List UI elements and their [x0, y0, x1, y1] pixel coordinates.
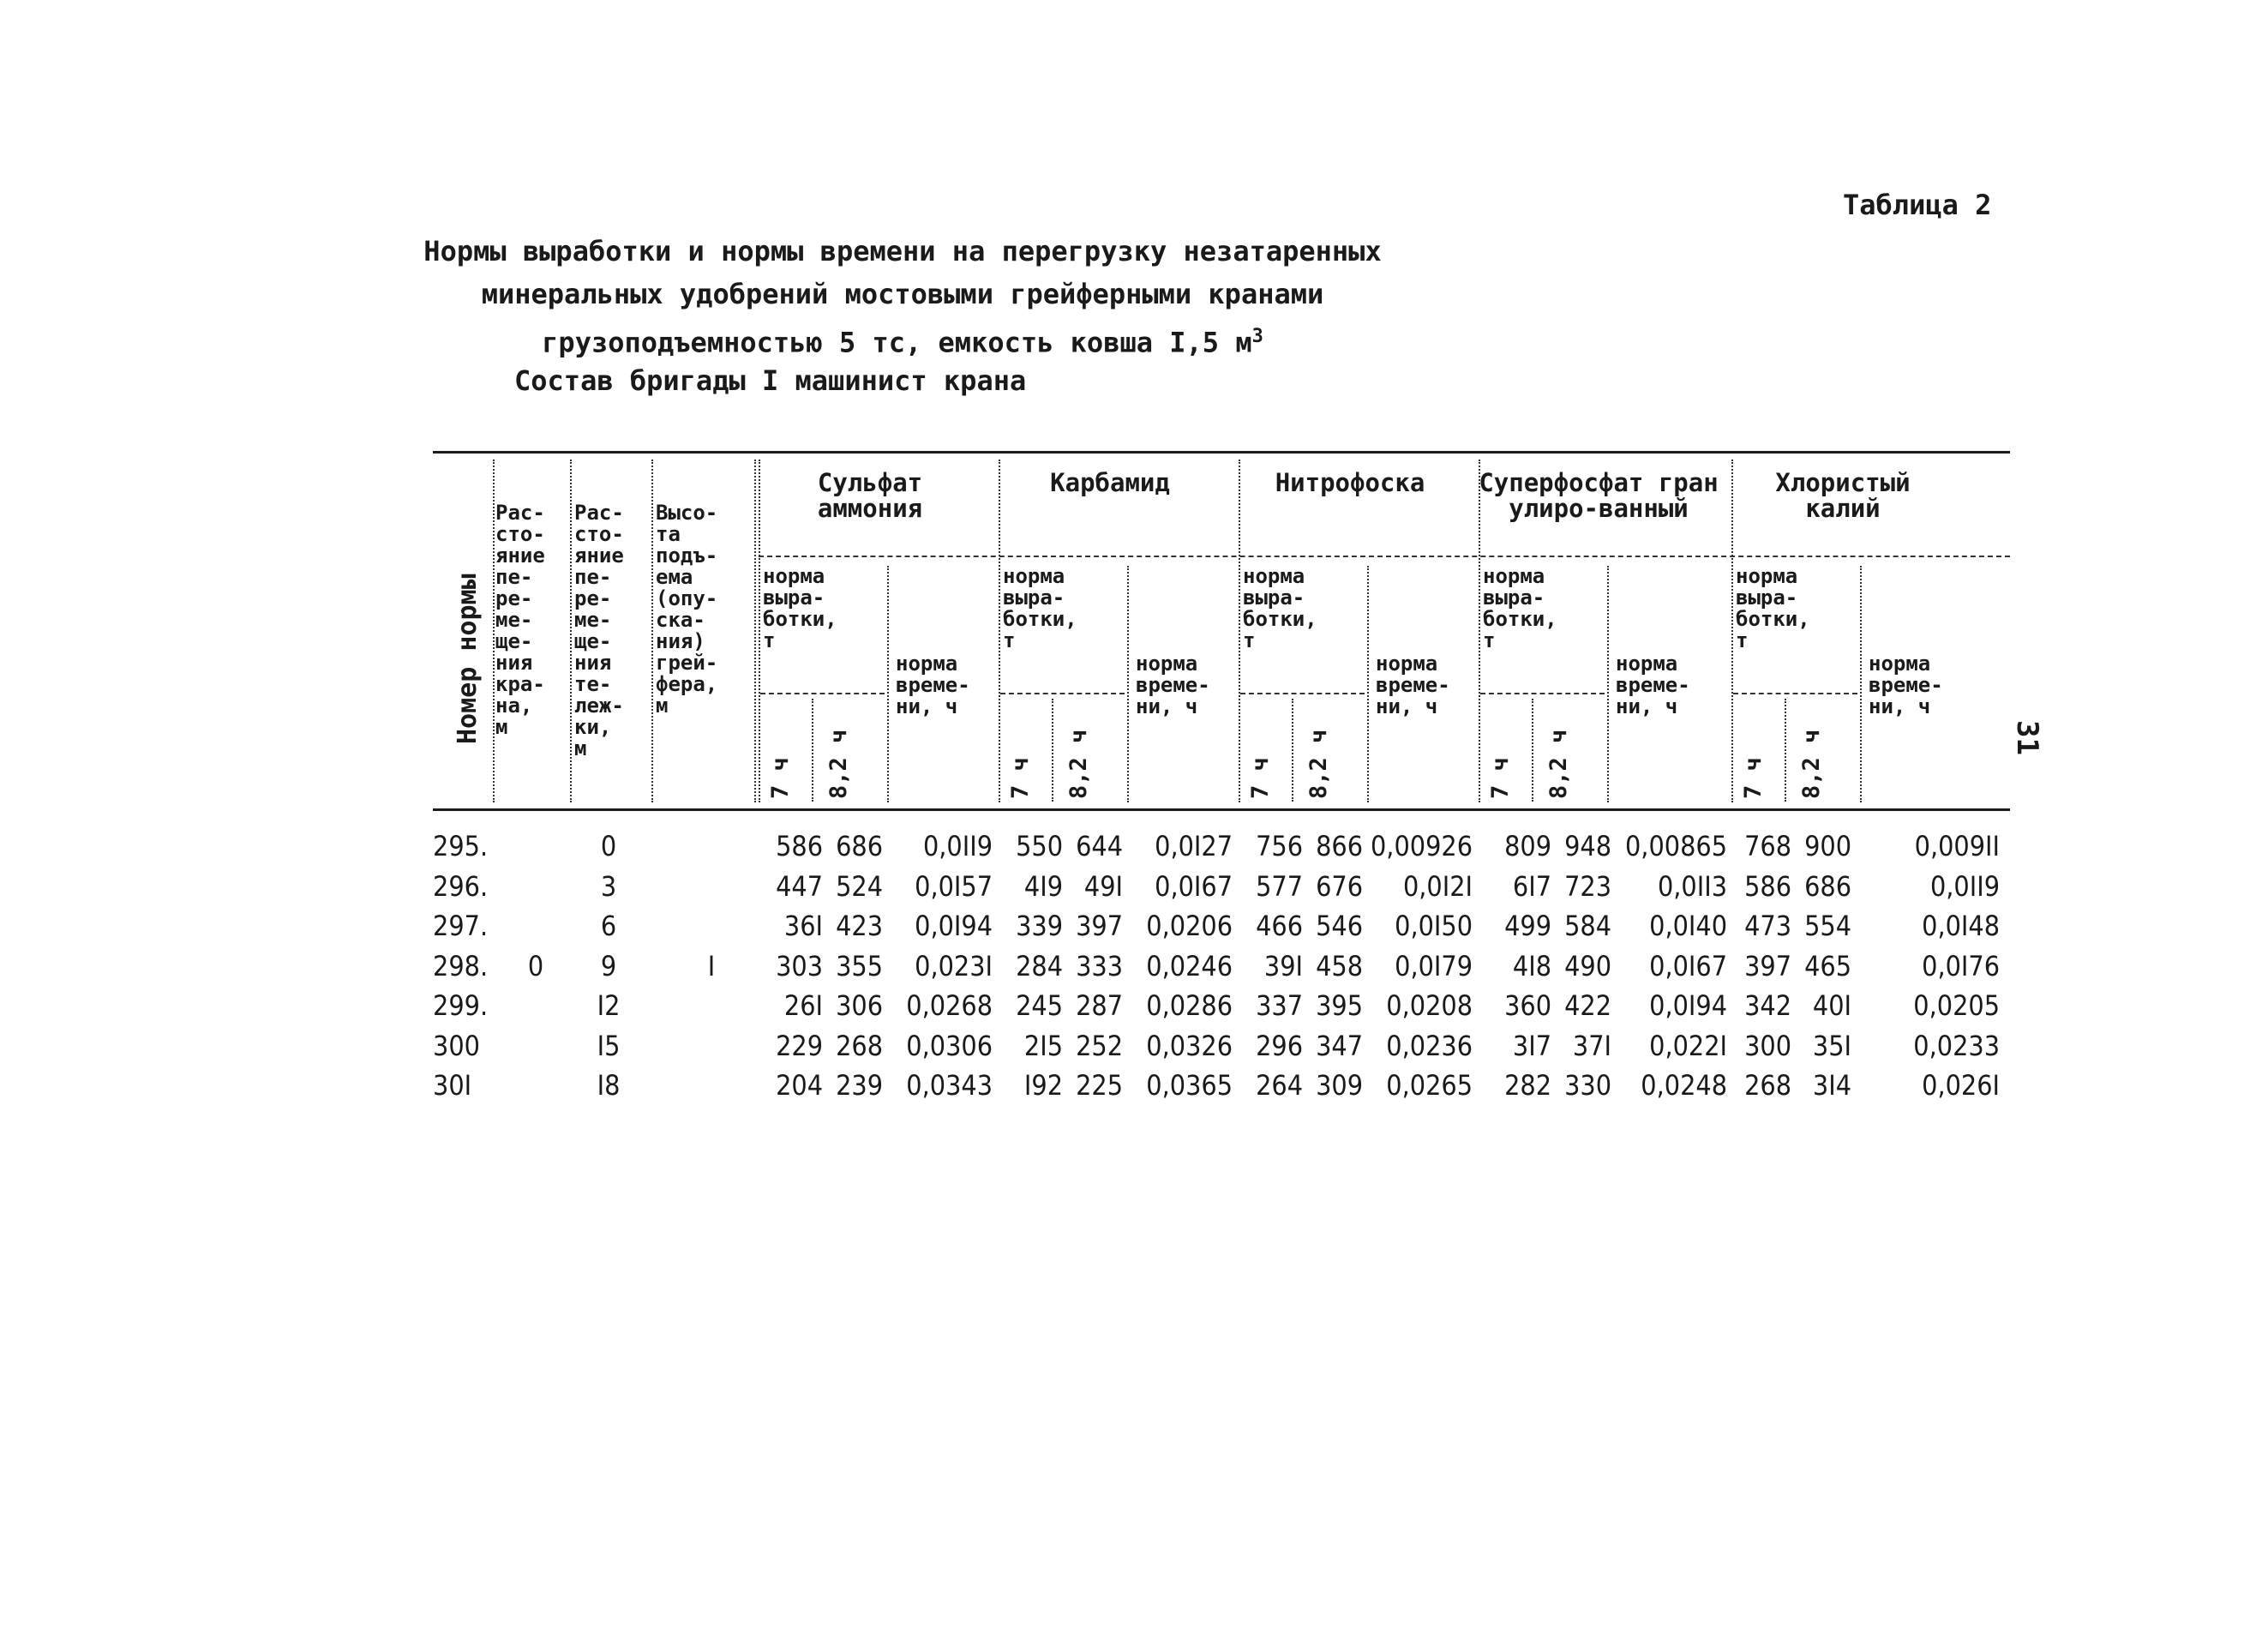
header-output-rate: норма выра- ботки, т [763, 564, 837, 652]
table-cell: 0,00865 [1624, 830, 1727, 862]
lift-height-value: I [707, 949, 716, 982]
group-separator [1860, 566, 1862, 802]
table-cell: 330 [1564, 1069, 1611, 1102]
table-cell: 397 [1076, 910, 1123, 942]
table-cell: 866 [1316, 830, 1363, 862]
table-cell: 466 [1256, 910, 1303, 942]
group-separator [812, 699, 813, 802]
header-output-rate: норма выра- ботки, т [1736, 564, 1810, 652]
table-cell: 465 [1804, 949, 1851, 982]
table-cell: 0,0236 [1386, 1029, 1473, 1062]
header-trolley-distance: Рас- сто- яние пе- ре- ме- ще- ния те- леж- ки, м [574, 501, 624, 760]
table-cell: 0,022I [1649, 1029, 1727, 1062]
table-cell: 333 [1076, 949, 1123, 982]
group-separator [1607, 566, 1609, 802]
table-cell: 0,009II [1914, 830, 2000, 862]
header-shift-7h: 7 ч [1247, 757, 1274, 799]
table-cell: 0,0326 [1146, 1029, 1233, 1062]
table-cell: 0,0205 [1913, 989, 2000, 1022]
table-cell: 35I [1812, 1029, 1851, 1062]
table-cell: 36I [783, 910, 823, 942]
group-title: Нитрофоска [1275, 468, 1425, 497]
table-cell: 268 [836, 1029, 883, 1062]
table-cell: 0,0I57 [915, 869, 993, 903]
table-cell: 0,0II3 [1657, 869, 1727, 903]
group-separator [1479, 460, 1480, 802]
trolley-distance: I5 [597, 1029, 621, 1062]
table-cell: 4I8 [1512, 949, 1551, 982]
table-cell: 306 [836, 989, 883, 1022]
table-cell: 577 [1256, 869, 1303, 903]
table-cell: 0,0I79 [1395, 949, 1473, 982]
table-cell: 723 [1564, 869, 1611, 903]
col-separator-3 [651, 460, 653, 802]
table-cell: 6I7 [1512, 869, 1551, 903]
table-cell: 303 [776, 949, 823, 982]
table-cell: 0,023I [915, 949, 993, 982]
table-cell: 0,0I40 [1649, 910, 1727, 942]
table-cell: 686 [1804, 869, 1851, 903]
table-cell: 239 [836, 1069, 883, 1102]
norm-number: 300 [433, 1029, 480, 1062]
table-cell: 0,0246 [1146, 949, 1233, 982]
table-cell: 499 [1504, 910, 1551, 942]
table-cell: 287 [1076, 989, 1123, 1022]
table-cell: 0,0208 [1386, 989, 1473, 1022]
table-cell: 309 [1316, 1069, 1363, 1102]
title-line-3-text: грузоподъемностью 5 тс, емкость ковша I,5 м [542, 326, 1252, 359]
subheader-rule [1733, 693, 1857, 694]
group-separator [1292, 699, 1293, 802]
subheader-rule [1000, 693, 1125, 694]
group-separator [1731, 460, 1733, 802]
header-time-rate: норма време- ни, ч [896, 652, 970, 718]
table-cell: 296 [1256, 1029, 1303, 1062]
trolley-distance: I2 [597, 989, 621, 1022]
table-cell: 809 [1504, 830, 1551, 862]
trolley-distance: 0 [600, 830, 617, 862]
group-separator [759, 460, 760, 802]
table-cell: 360 [1504, 989, 1551, 1022]
table-top-rule [433, 451, 2010, 454]
table-cell: 554 [1804, 910, 1851, 942]
table-cell: 584 [1564, 910, 1611, 942]
table-cell: 342 [1744, 989, 1791, 1022]
subheader-rule [760, 693, 885, 694]
group-separator [1785, 699, 1786, 802]
table-cell: 339 [1016, 910, 1063, 942]
norm-number: 297. [433, 910, 489, 942]
table-cell: 550 [1016, 830, 1063, 862]
table-cell: 546 [1316, 910, 1363, 942]
table-cell: 447 [776, 869, 823, 903]
header-bottom-rule [433, 808, 2010, 811]
table-cell: 284 [1016, 949, 1063, 982]
table-cell: 337 [1256, 989, 1303, 1022]
table-cell: 0,0I27 [1155, 830, 1233, 862]
title-line-1: Нормы выработки и нормы времени на перегрузку незатаренных [423, 235, 1382, 267]
norm-number: 30I [433, 1069, 472, 1102]
table-cell: 4I9 [1023, 869, 1063, 903]
col-separator-2 [570, 460, 572, 802]
header-shift-7h: 7 ч [1487, 757, 1514, 799]
header-shift-7h: 7 ч [767, 757, 794, 799]
table-cell: 204 [776, 1069, 823, 1102]
table-cell: 229 [776, 1029, 823, 1062]
table-cell: 0,0365 [1146, 1069, 1233, 1102]
table-cell: 644 [1076, 830, 1123, 862]
table-cell: 900 [1804, 830, 1851, 862]
title-line-3 [0, 315, 2037, 364]
norm-number: 299. [433, 989, 489, 1022]
table-cell: 355 [836, 949, 883, 982]
trolley-distance: I8 [597, 1069, 621, 1102]
header-crane-distance: Рас- сто- яние пе- ре- ме- ще- ния кра- на, м [495, 501, 545, 739]
group-separator [1052, 699, 1053, 802]
table-cell: 0,0I2I [1402, 869, 1473, 903]
table-cell: 2I5 [1023, 1029, 1063, 1062]
page-number: 31 [2010, 720, 2044, 755]
table-cell: 0,0I94 [1649, 989, 1727, 1022]
col-separator-1 [493, 460, 495, 802]
table-cell: 948 [1564, 830, 1611, 862]
table-cell: 264 [1256, 1069, 1303, 1102]
table-cell: 245 [1016, 989, 1063, 1022]
trolley-distance: 9 [600, 949, 617, 982]
norm-number: 295. [433, 830, 489, 862]
table-cell: 0,0248 [1641, 1069, 1727, 1102]
title-line-2: минеральных удобрений мостовыми грейферными кранами [481, 278, 1324, 310]
table-cell: 0,0I50 [1395, 910, 1473, 942]
table-cell: 0,026I [1922, 1069, 2000, 1102]
table-cell: 0,0I48 [1922, 910, 2000, 942]
table-cell: 586 [1744, 869, 1791, 903]
header-lift-height: Высо- та подъ- ема (опу- ска- ния) грей- фера, м [656, 501, 718, 718]
table-cell: 282 [1504, 1069, 1551, 1102]
table-cell: 0,0II9 [1929, 869, 2000, 903]
table-cell: 0,0233 [1913, 1029, 2000, 1062]
table-cell: 0,0343 [906, 1069, 993, 1102]
table-cell: 0,0286 [1146, 989, 1233, 1022]
table-cell: 0,0I67 [1155, 869, 1233, 903]
table-cell: 422 [1564, 989, 1611, 1022]
table-cell: 0,0206 [1146, 910, 1233, 942]
table-cell: 39I [1263, 949, 1303, 982]
table-cell: 756 [1256, 830, 1303, 862]
table-cell: 300 [1744, 1029, 1791, 1062]
subheader-rule [1480, 693, 1605, 694]
table-cell: I92 [1023, 1069, 1063, 1102]
table-cell: 0,0I94 [915, 910, 993, 942]
group-title: Карбамид [1050, 468, 1170, 497]
group-separator [1127, 566, 1129, 802]
table-cell: 268 [1744, 1069, 1791, 1102]
header-output-rate: норма выра- ботки, т [1243, 564, 1317, 652]
norm-number: 298. [433, 949, 489, 982]
subheader-rule [1240, 693, 1365, 694]
table-cell: 3I4 [1812, 1069, 1851, 1102]
trolley-distance: 3 [600, 869, 617, 903]
table-cell: 0,0268 [906, 989, 993, 1022]
group-title: Хлористый калий [1775, 468, 1911, 523]
table-cell: 524 [836, 869, 883, 903]
header-norm-number: Номер нормы [453, 574, 483, 744]
table-cell: 0,0I67 [1649, 949, 1727, 982]
trolley-distance: 6 [600, 910, 617, 942]
group-separator [1239, 460, 1240, 802]
group-title: Суперфосфат гранулиро-ванный [1479, 468, 1719, 523]
crane-distance-value: 0 [527, 949, 544, 982]
header-shift-8-2h: 8,2 ч [825, 729, 852, 799]
header-time-rate: норма време- ни, ч [1869, 652, 1943, 718]
table-cell: 473 [1744, 910, 1791, 942]
header-shift-8-2h: 8,2 ч [1305, 729, 1332, 799]
norm-number: 296. [433, 869, 489, 903]
group-separator [1532, 699, 1533, 802]
table-cell: 458 [1316, 949, 1363, 982]
header-shift-8-2h: 8,2 ч [1545, 729, 1572, 799]
header-output-rate: норма выра- ботки, т [1003, 564, 1077, 652]
col-separator-4 [754, 460, 756, 802]
table-cell: 686 [836, 830, 883, 862]
table-cell: 3I7 [1512, 1029, 1551, 1062]
table-cell: 0,00926 [1370, 830, 1473, 862]
table-label: Таблица 2 [1843, 189, 1992, 221]
group-title: Сульфат аммония [817, 468, 923, 523]
crew-composition: Состав бригады I машинист крана [514, 364, 1027, 397]
header-shift-7h: 7 ч [1740, 757, 1767, 799]
table-cell: 0,0265 [1386, 1069, 1473, 1102]
table-cell: 768 [1744, 830, 1791, 862]
table-title [0, 230, 2268, 364]
table-cell: 26I [783, 989, 823, 1022]
table-cell: 37I [1572, 1029, 1611, 1062]
header-shift-7h: 7 ч [1007, 757, 1034, 799]
header-output-rate: норма выра- ботки, т [1483, 564, 1557, 652]
group-separator [887, 566, 889, 802]
table-cell: 490 [1564, 949, 1611, 982]
header-shift-8-2h: 8,2 ч [1065, 729, 1092, 799]
header-time-rate: норма време- ни, ч [1136, 652, 1210, 718]
table-cell: 0,0306 [906, 1029, 993, 1062]
table-cell: 676 [1316, 869, 1363, 903]
group-divider-rule [759, 556, 2010, 557]
table-cell: 586 [776, 830, 823, 862]
header-time-rate: норма време- ни, ч [1616, 652, 1690, 718]
table-cell: 0,0I76 [1922, 949, 2000, 982]
table-cell: 395 [1316, 989, 1363, 1022]
header-time-rate: норма време- ни, ч [1376, 652, 1450, 718]
table-cell: 423 [836, 910, 883, 942]
table-cell: 252 [1076, 1029, 1123, 1062]
table-cell: 49I [1083, 869, 1123, 903]
table-cell: 40I [1812, 989, 1851, 1022]
table-cell: 225 [1076, 1069, 1123, 1102]
table-cell: 0,0II9 [922, 830, 993, 862]
group-separator [999, 460, 1000, 802]
table-cell: 397 [1744, 949, 1791, 982]
group-separator [1367, 566, 1369, 802]
header-shift-8-2h: 8,2 ч [1798, 729, 1825, 799]
title-superscript: 3 [1251, 326, 1263, 347]
table-cell: 347 [1316, 1029, 1363, 1062]
